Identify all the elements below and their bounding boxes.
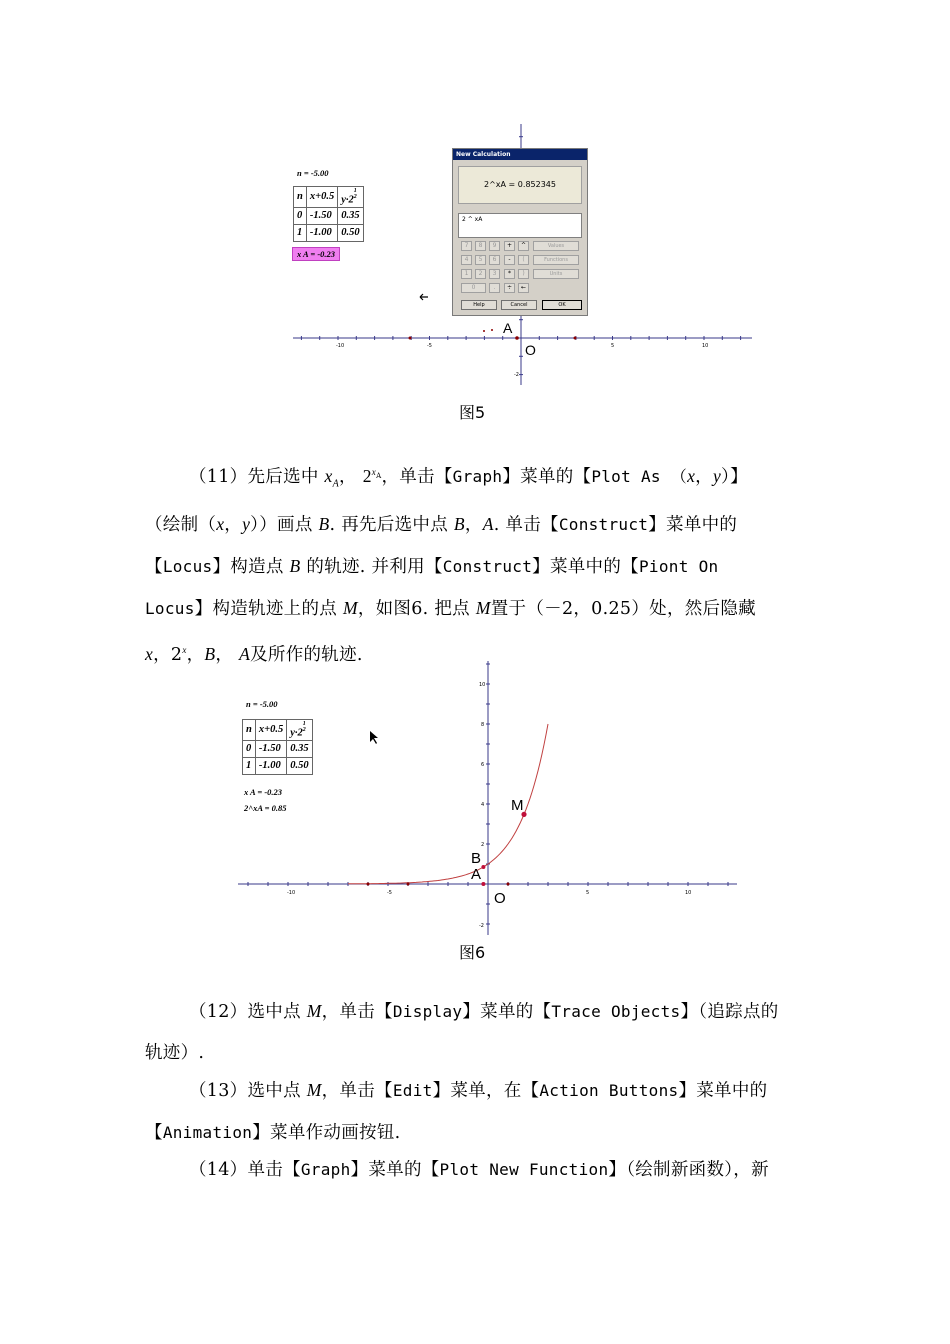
n-parameter-label[interactable]: n = -5.00: [246, 699, 278, 709]
table-cell: -1.50: [306, 207, 337, 224]
y-tick-label: 2: [481, 842, 485, 848]
point-label-a: A: [503, 320, 513, 336]
table-cell: 1: [294, 224, 307, 241]
key-2[interactable]: 2: [475, 269, 486, 279]
key-plus[interactable]: +: [504, 241, 515, 251]
locus-dot: [367, 883, 370, 886]
table-cell: 0: [294, 207, 307, 224]
point-label-m: M: [511, 797, 524, 814]
point-label-a: A: [471, 866, 482, 883]
y-tick-label: 4: [481, 802, 485, 808]
table-row: [243, 740, 313, 757]
x-tick-label: -5: [427, 343, 432, 349]
table-header: x+0.5: [255, 720, 286, 741]
table-cell: 0.50: [287, 757, 312, 774]
key-7[interactable]: 7: [461, 241, 472, 251]
table-cell: 0.50: [338, 224, 363, 241]
x-tick-label: 5: [586, 890, 590, 896]
units-menu[interactable]: Units: [533, 269, 579, 279]
values-menu[interactable]: Values: [533, 241, 579, 251]
y-tick-label: 8: [481, 722, 485, 728]
table-row: [243, 757, 313, 774]
x-tick-label: 10: [702, 343, 709, 349]
table-cell: 0: [243, 740, 256, 757]
key-8[interactable]: 8: [475, 241, 486, 251]
y-tick-label: 6: [481, 762, 485, 768]
key-3[interactable]: 3: [489, 269, 500, 279]
calculation-table[interactable]: [242, 719, 313, 775]
key-4[interactable]: 4: [461, 255, 472, 265]
point-label-o: O: [494, 890, 506, 907]
locus-dot: [507, 883, 510, 886]
table-header: x+0.5: [306, 187, 337, 208]
table-cell: 0.35: [287, 740, 312, 757]
x-tick-label: 10: [685, 890, 692, 896]
table-cell: -1.00: [306, 224, 337, 241]
xa-measurement[interactable]: x A = -0.23: [244, 787, 283, 797]
figure6-caption: 图6: [459, 943, 486, 962]
table-cell: -1.00: [255, 757, 286, 774]
table-cell: 1: [243, 757, 256, 774]
point-label-o: O: [525, 342, 536, 358]
table-cell: -1.50: [255, 740, 286, 757]
para-line: 【Locus】构造点 B 的轨迹. 并利用【Construct】菜单中的【Piont On: [145, 556, 719, 578]
point-a-dot: [481, 882, 485, 886]
para-line: x，2$^x$，B， A及所作的轨迹.: [145, 644, 363, 666]
x-tick-label: 5: [611, 343, 615, 349]
paragraph-13: [145, 1070, 810, 1154]
para-line: （14）单击【Graph】菜单的【Plot New Function】（绘制新函数），新: [189, 1160, 769, 1180]
point-b-dot: [481, 865, 485, 869]
n-parameter-label[interactable]: n = -5.00: [297, 168, 329, 178]
key-9[interactable]: 9: [489, 241, 500, 251]
figure5-caption: 图5: [459, 403, 486, 422]
key-minus[interactable]: -: [504, 255, 515, 265]
key-open-paren[interactable]: (: [518, 255, 529, 265]
key-6[interactable]: 6: [489, 255, 500, 265]
table-header: n: [243, 720, 256, 741]
key-5[interactable]: 5: [475, 255, 486, 265]
key-divide[interactable]: ÷: [504, 283, 515, 293]
para-line: （12）选中点 M，单击【Display】菜单的【Trace Objects】（追踪点的: [189, 1001, 779, 1022]
expression-input[interactable]: 2 ^ xA: [458, 213, 582, 238]
key-backspace[interactable]: ←: [518, 283, 529, 293]
y-tick-label: -2: [514, 372, 519, 378]
xa-measurement-selected[interactable]: x A = -0.23: [292, 247, 340, 261]
paragraph-12: [145, 991, 810, 1074]
para-line: Locus】构造轨迹上的点 M，如图6. 把点 M置于（－2，0.25）处，然后隐藏: [145, 598, 756, 620]
key-multiply[interactable]: *: [504, 269, 515, 279]
para-line: （11）先后选中 $x_A$， $2^{x_A}$，单击【Graph】菜单的【Plot As （x，y）】: [189, 465, 748, 490]
key-power[interactable]: ^: [518, 241, 529, 251]
ok-button[interactable]: OK: [542, 300, 582, 310]
x-tick-label: -10: [336, 343, 345, 349]
table-header: $y\cdot 2^{1 2}$: [287, 720, 312, 741]
table-header: $y\cdot 2^{1 2}$: [338, 187, 363, 208]
functions-menu[interactable]: Functions: [533, 255, 579, 265]
help-button[interactable]: Help: [461, 300, 497, 310]
para-line: 轨迹）.: [145, 1043, 205, 1063]
dialog-title: New Calculation: [453, 149, 587, 160]
key-1[interactable]: 1: [461, 269, 472, 279]
key-0[interactable]: 0: [461, 283, 486, 293]
key-close-paren[interactable]: ): [518, 269, 529, 279]
point-label-b: B: [471, 850, 482, 867]
y-tick-label: 10: [479, 682, 486, 688]
table-cell: 0.35: [338, 207, 363, 224]
x-tick-label: -10: [287, 890, 296, 896]
paragraph-14: [145, 1149, 810, 1191]
locus-dot: [407, 883, 410, 886]
calculation-result: 2^xA = 0.852345: [458, 166, 582, 204]
para-line: 【Animation】菜单作动画按钮.: [145, 1123, 401, 1143]
y-tick-label: -2: [479, 923, 484, 929]
table-header: n: [294, 187, 307, 208]
cancel-button[interactable]: Cancel: [501, 300, 537, 310]
power-measurement[interactable]: 2^xA = 0.85: [244, 803, 287, 813]
para-line: （13）选中点 M，单击【Edit】菜单，在【Action Buttons】菜单中的: [189, 1080, 768, 1101]
x-tick-label: -5: [387, 890, 392, 896]
key-decimal[interactable]: .: [489, 283, 500, 293]
mouse-pointer-icon: [370, 731, 378, 744]
para-line: （绘制（x，y））画点 B. 再先后选中点 B，A. 单击【Construct】菜单中的: [145, 514, 738, 536]
